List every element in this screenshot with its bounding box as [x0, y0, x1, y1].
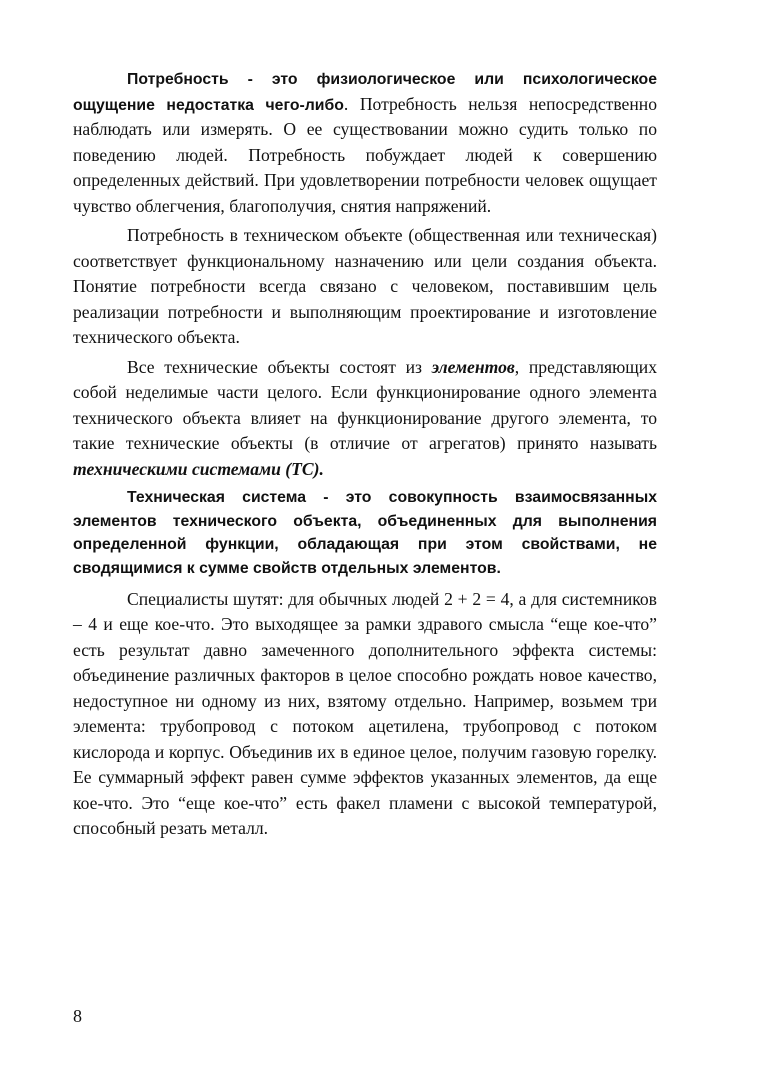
- page-number: 8: [73, 1006, 82, 1026]
- page-body: [73, 66, 657, 846]
- paragraph-system-effect: Специалисты шутят: для обычных людей 2 + 2 = 4, а для системников – 4 и еще кое-что. Это выходящее за рамки здравого смысла “еще кое-что” есть результат давно замеченного дополнительного эффекта системы: объединение различных факторов в целое способно рождать новое качество, недоступное ни одному из них, взятому отдельно. Например, возьмем три элемента: трубопровод с потоком ацетилена, трубопровод с потоком кислорода и корпус. Объединив их в единое целое, получим газовую горелку. Ее суммарный эффект равен сумме эффектов указанных элементов, да еще кое-что. Это “еще кое-что” есть факел пламени с высокой температурой, способный резать металл.: [73, 588, 657, 839]
- paragraph-elements-text-b: , представляющих собой неделимые части целого. Если функционирование одного элемента технического объекта влияет на функционирование другого элемента, то такие технические объекты (в отличие от агрегатов) принято называть: [73, 356, 657, 454]
- term-technical-systems: техническими системами (ТС).: [73, 458, 324, 479]
- paragraph-elements-text-a: Все технические объекты состоят из: [127, 356, 432, 377]
- definition-technical-system: Техническая система - это совокупность взаимосвязанных элементов технического объекта, объединенных для выполнения определенной функции, обладающая при этом свойствами, не сводящимися к сумме свойств отдельных элементов.: [73, 489, 657, 577]
- paragraph-elements: [73, 355, 657, 483]
- term-elements: элементов: [431, 356, 515, 377]
- definition-need: Потребность - это физиологическое или психологическое ощущение недостатка чего-либо: [73, 71, 657, 114]
- paragraph-need-text: . Потребность нельзя непосредственно наблюдать или измерять. О ее существовании можно судить только по поведению людей. Потребность побуждает людей к совершению определенных действий. При удовлетворении потребности человек ощущает чувство облегчения, благополучия, снятия напряжений.: [73, 93, 657, 216]
- paragraph-need-definition: [73, 66, 657, 219]
- paragraph-technical-need: Потребность в техническом объекте (общественная или техническая) соответствует функциональному назначению или цели создания объекта. Понятие потребности всегда связано с человеком, поставившим цель реализации потребности и выполняющим проектирование и изготовление технического объекта.: [73, 225, 657, 348]
